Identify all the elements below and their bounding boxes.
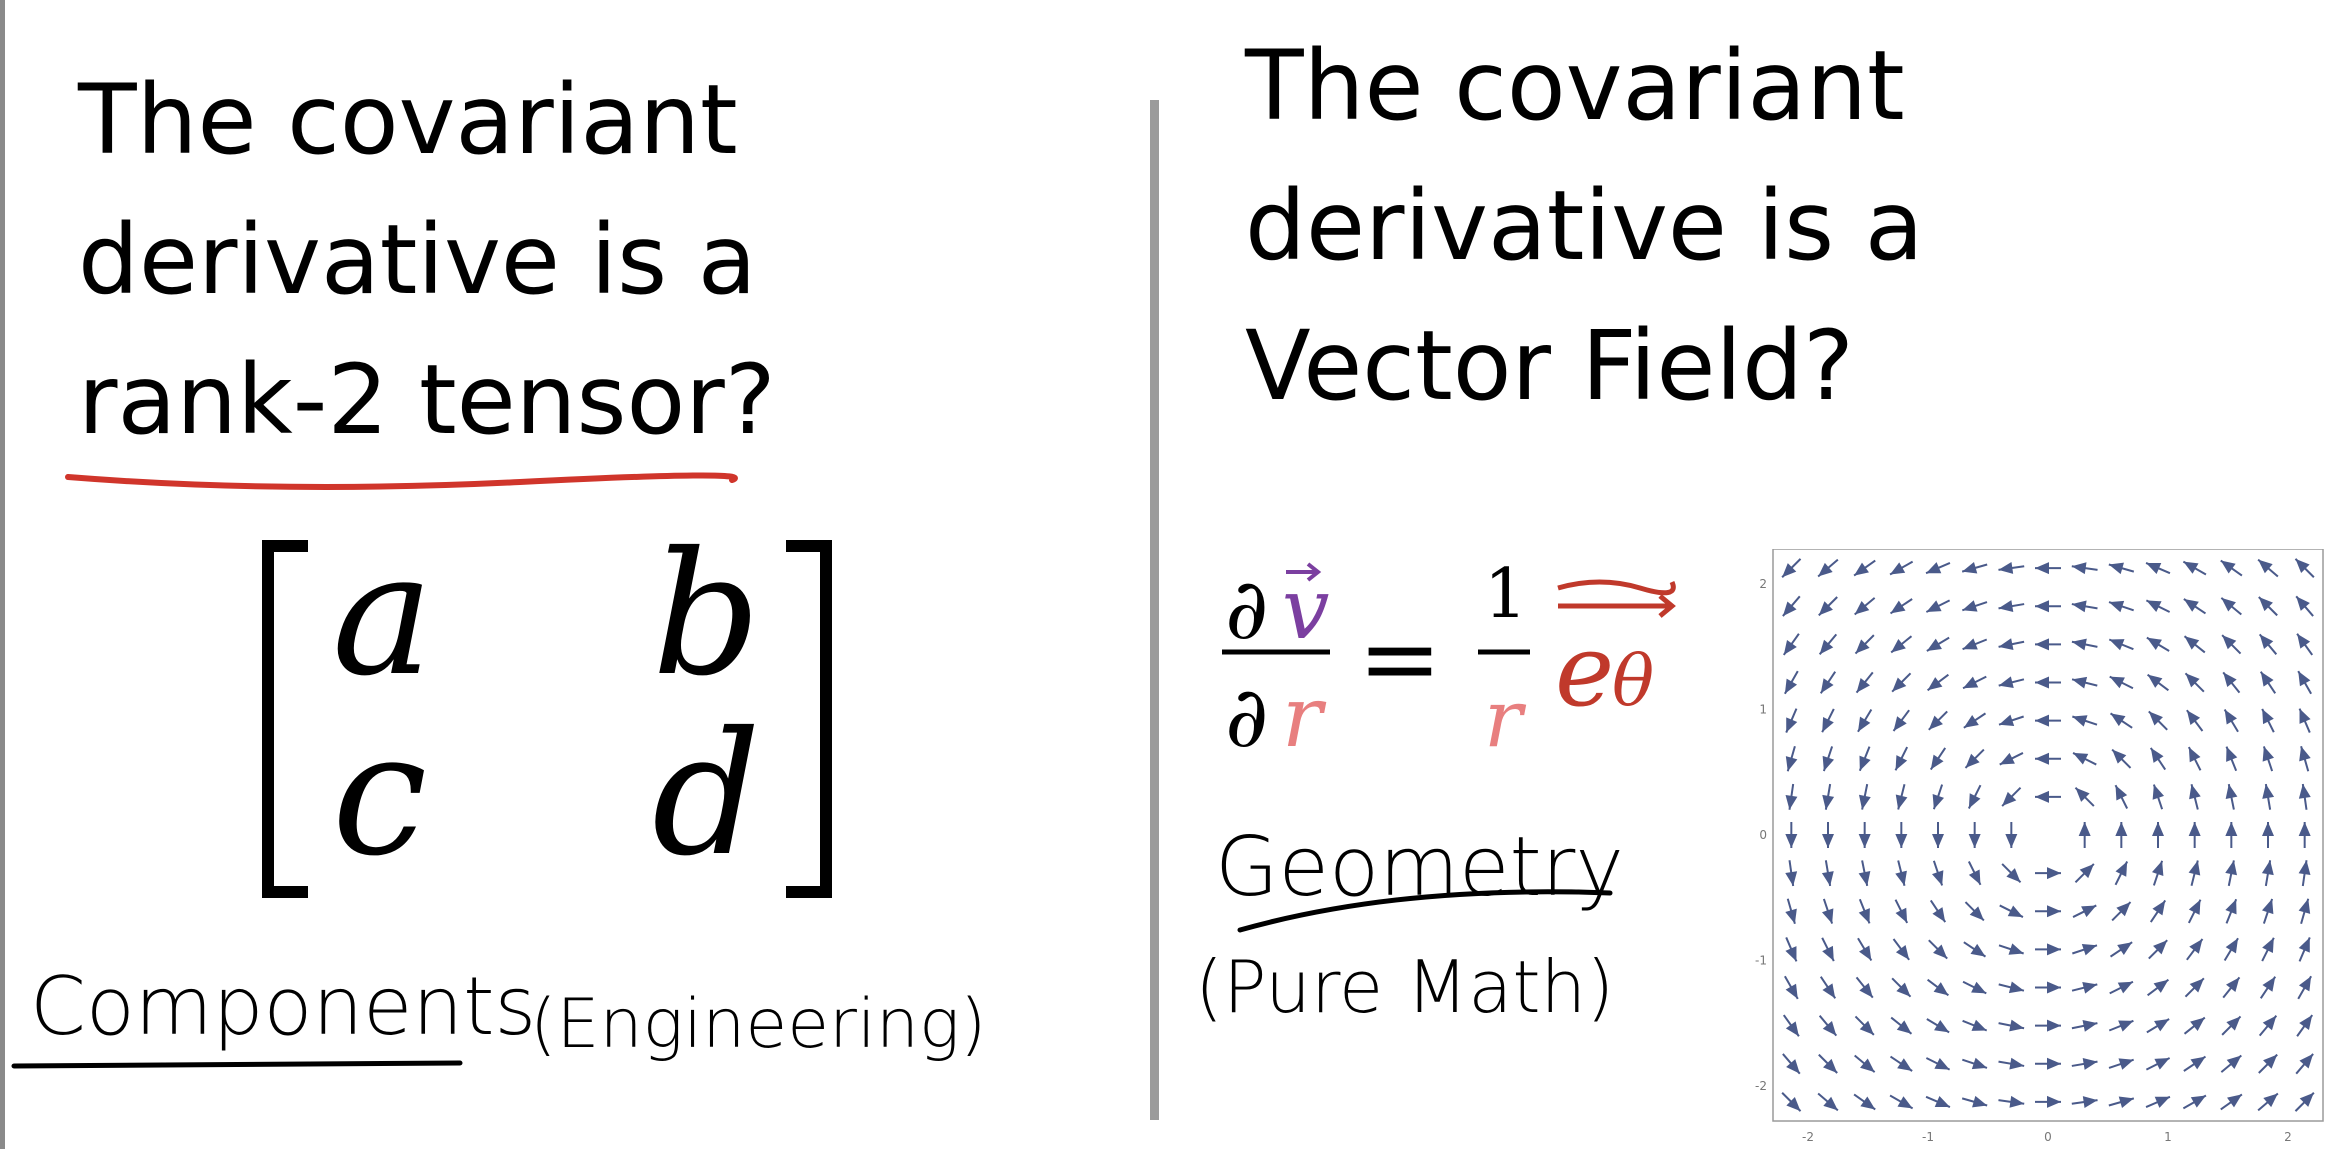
denominator-r: r	[1282, 668, 1323, 766]
y-axis-ticks	[1755, 577, 1767, 1093]
geometry-underline	[1240, 892, 1610, 930]
matrix-entry-a: a	[332, 516, 434, 714]
y-tick-label: -1	[1755, 953, 1767, 968]
pure-math-note: (Pure Math)	[1195, 945, 1615, 1029]
x-tick-label: -2	[1802, 1130, 1814, 1144]
left-question-line-2: derivative is a	[78, 204, 757, 316]
numerator-partial: ∂	[1225, 560, 1269, 658]
basis-e: e	[1555, 612, 1615, 729]
matrix-entry-b: b	[652, 516, 761, 714]
basis-theta-subscript: θ	[1612, 640, 1655, 722]
vector-field-plot	[1745, 549, 2325, 1149]
x-tick-label: 0	[2044, 1130, 2052, 1144]
y-tick-label: 0	[1759, 828, 1767, 842]
equals-sign: =	[1358, 600, 1442, 717]
components-underline	[14, 1063, 460, 1066]
right-question-line-1: The covariant	[1245, 30, 1905, 142]
left-question-line-3: rank-2 tensor?	[78, 344, 776, 456]
coefficient-numerator: 1	[1484, 555, 1528, 634]
numerator-v: v	[1282, 560, 1330, 658]
x-tick-label: 1	[2164, 1130, 2172, 1144]
geometry-note: Geometry	[1215, 820, 1624, 915]
y-tick-label: 1	[1759, 702, 1767, 717]
x-axis-ticks	[1802, 1130, 2292, 1144]
x-tick-label: 2	[2284, 1130, 2292, 1144]
matrix-entry-c: c	[332, 696, 428, 894]
right-question-line-2: derivative is a	[1245, 170, 1924, 282]
y-tick-label: -2	[1755, 1079, 1767, 1093]
right-question-line-3: Vector Field?	[1245, 310, 1854, 422]
basis-vector-arrow	[1558, 596, 1672, 616]
plot-frame	[1773, 549, 2323, 1121]
red-underline	[68, 475, 735, 487]
y-tick-label: 2	[1759, 577, 1767, 591]
denominator-partial: ∂	[1225, 668, 1269, 766]
matrix-entry-d: d	[652, 696, 761, 894]
v-vector-arrow	[1286, 564, 1318, 580]
x-tick-label: -1	[1922, 1130, 1934, 1144]
left-question-line-1: The covariant	[78, 64, 738, 176]
components-note: Components	[30, 960, 537, 1053]
basis-tilde	[1558, 582, 1673, 593]
coefficient-denominator: r	[1484, 672, 1523, 765]
engineering-note: (Engineering)	[530, 985, 987, 1064]
